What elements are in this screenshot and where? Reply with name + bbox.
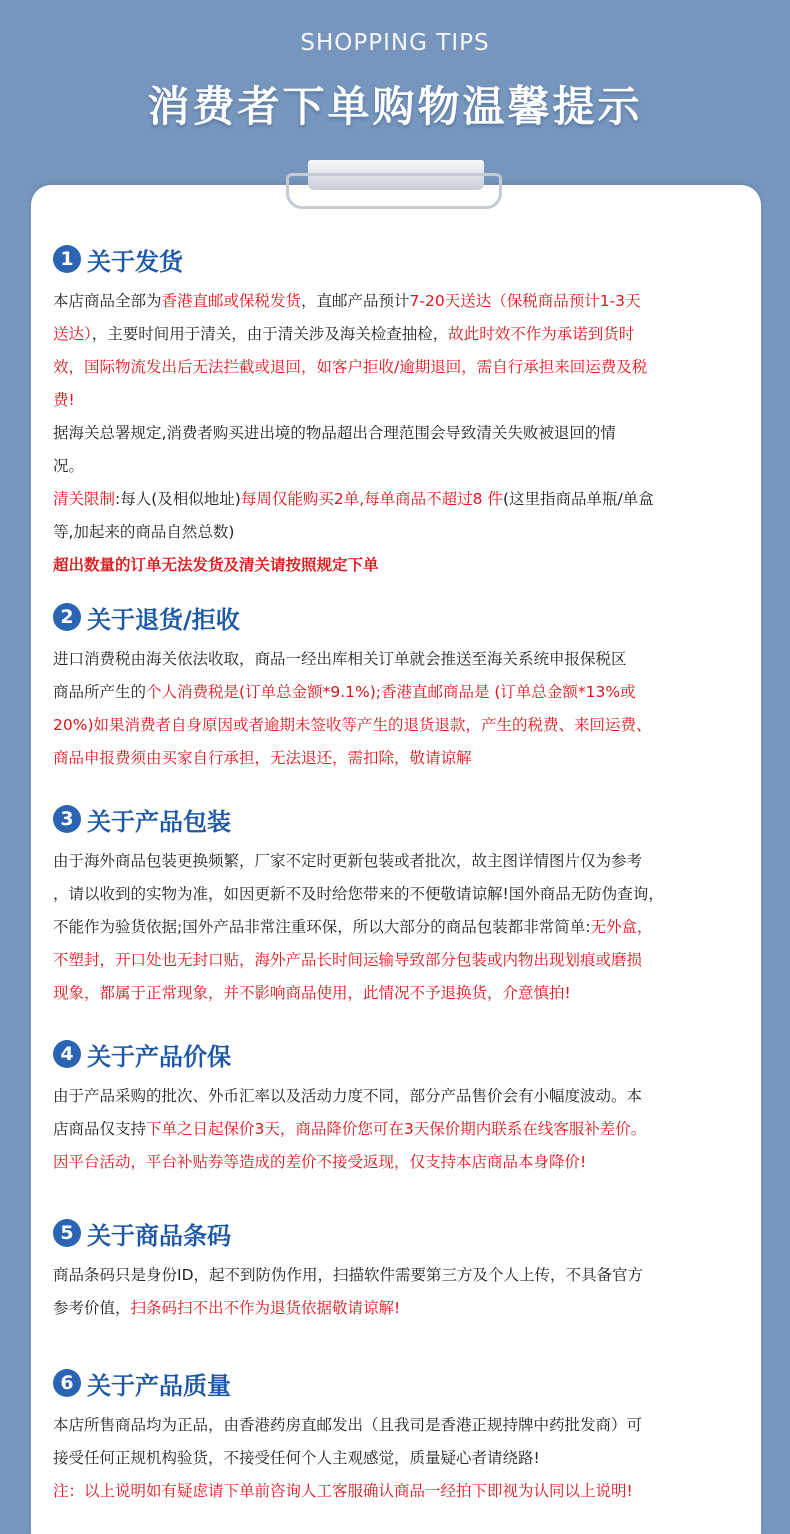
text-line	[53, 417, 759, 450]
text-line	[53, 549, 759, 582]
section-header	[53, 1367, 759, 1399]
section-number-badge: 4	[53, 1040, 81, 1068]
body-text: 本店所售商品均为正品，由香港药房直邮发出（且我司是香港正规持牌中药批发商）可	[53, 1416, 643, 1434]
section-body	[53, 1409, 759, 1508]
body-text: 由于海外商品包装更换频繁，厂家不定时更新包装或者批次，故主图详情图片仅为参考	[53, 852, 643, 870]
body-text: 商品所产生的	[53, 683, 147, 701]
section-body	[53, 285, 759, 582]
highlight-text: 清关限制	[53, 490, 116, 508]
section-number-badge: 3	[53, 805, 81, 833]
highlight-text: 商品申报费须由买家自行承担，无法退还，需扣除，敬请谅解	[53, 749, 472, 767]
body-text: ，直邮产品预计	[301, 292, 410, 310]
shopping-tips-subtitle: SHOPPING TIPS	[300, 30, 490, 56]
text-line	[53, 1475, 759, 1508]
section-number-badge: 2	[53, 603, 81, 631]
body-text: 本店商品全部为	[53, 292, 162, 310]
text-line	[53, 318, 759, 351]
text-line	[53, 845, 759, 878]
highlight-text: 现象，都属于正常现象，并不影响商品使用，此情况不予退换货，介意慎拍!	[53, 984, 571, 1002]
text-line	[53, 1409, 759, 1442]
body-text: ，请以收到的实物为准，如因更新不及时给您带来的不便敬请谅解!国外商品无防伪查询，	[53, 885, 664, 903]
section-6	[53, 1367, 759, 1508]
highlight-text: 效，国际物流发出后无法拦截或退回，如客户拒收/逾期退回，需自行承担来回运费及税	[53, 358, 648, 376]
section-body	[53, 1259, 759, 1325]
section-title: 关于产品包装	[87, 807, 231, 836]
body-text: 商品条码只是身份ID，起不到防伪作用，扫描软件需要第三方及个人上传，不具备官方	[53, 1266, 644, 1284]
highlight-text: 超出数量的订单无法发货及清关请按照规定下单	[53, 556, 379, 574]
body-text: 由于产品采购的批次、外币汇率以及活动力度不同，部分产品售价会有小幅度波动。本	[53, 1087, 643, 1105]
section-1	[53, 243, 759, 582]
highlight-text: 不塑封，开口处也无封口贴，海外产品长时间运输导致部分包装或内物出现划痕或磨损	[53, 951, 643, 969]
text-line	[53, 742, 759, 775]
text-line	[53, 878, 759, 911]
body-text: :每人(及相似地址)	[115, 490, 241, 508]
highlight-text: 扫条码扫不出不作为退货依据敬请谅解!	[130, 1299, 401, 1317]
text-line	[53, 384, 759, 417]
section-title: 关于商品条码	[87, 1221, 231, 1250]
section-title: 关于发货	[87, 247, 183, 276]
text-line	[53, 1113, 759, 1146]
highlight-text: 香港直邮或保税发货	[161, 292, 302, 310]
body-text: (这里指商品单瓶/单盒	[502, 490, 654, 508]
section-header	[53, 243, 759, 275]
section-header	[53, 601, 759, 633]
section-3	[53, 803, 759, 1010]
highlight-text: 下单之日起保价3天，商品降价您可在3天保价期内联系在线客服补差价。	[146, 1120, 647, 1138]
highlight-text: 因平台活动，平台补贴券等造成的差价不接受返现，仅支持本店商品本身降价!	[53, 1153, 587, 1171]
section-title: 关于退货/拒收	[87, 605, 240, 634]
text-line	[53, 450, 759, 483]
text-line	[53, 977, 759, 1010]
section-header	[53, 1217, 759, 1249]
section-header	[53, 803, 759, 835]
body-text: 进口消费税由海关依法收取，商品一经出库相关订单就会推送至海关系统申报保税区	[53, 650, 627, 668]
body-text: 接受任何正规机构验货，不接受任何个人主观感觉，质量疑心者请绕路!	[53, 1449, 540, 1467]
text-line	[53, 944, 759, 977]
section-number-badge: 5	[53, 1219, 81, 1247]
text-line	[53, 1080, 759, 1113]
highlight-text: 个人消费税是(订单总金额*9.1%);香港直邮商品是 (订单总金额*13%或	[146, 683, 636, 701]
text-line	[53, 483, 759, 516]
body-text: 况。	[53, 457, 85, 475]
body-text: 据海关总署规定,消费者购买进出境的物品超出合理范围会导致清关失败被退回的情	[53, 424, 616, 442]
body-text: ，主要时间用于清关，由于清关涉及海关检查抽检，	[91, 325, 449, 343]
section-body	[53, 643, 759, 775]
section-4	[53, 1038, 759, 1179]
text-line	[53, 1146, 759, 1179]
text-line	[53, 709, 759, 742]
section-2	[53, 601, 759, 775]
highlight-text: 20%)如果消费者自身原因或者逾期未签收等产生的退货退款，产生的税费、来回运费、	[53, 716, 652, 734]
text-line	[53, 351, 759, 384]
highlight-text: 送达）	[53, 325, 92, 343]
highlight-text: 故此时效不作为承诺到货时	[448, 325, 635, 343]
text-line	[53, 676, 759, 709]
page-title: 消费者下单购物温馨提示	[147, 82, 643, 131]
section-header	[53, 1038, 759, 1070]
text-line	[53, 285, 759, 318]
body-text: 店商品仅支持	[53, 1120, 147, 1138]
highlight-text: 每周仅能购买2单,每单商品不超过8 件	[240, 490, 503, 508]
text-line	[53, 1259, 759, 1292]
section-number-badge: 6	[53, 1369, 81, 1397]
section-title: 关于产品价保	[87, 1042, 231, 1071]
text-line	[53, 911, 759, 944]
text-line	[53, 1292, 759, 1325]
body-text: 等,加起来的商品自然总数)	[53, 523, 235, 541]
highlight-text: 费!	[53, 391, 75, 409]
section-number-badge: 1	[53, 245, 81, 273]
section-body	[53, 1080, 759, 1179]
body-text: 不能作为验货依据;国外产品非常注重环保，所以大部分的商品包装都非常简单:	[53, 918, 591, 936]
section-5	[53, 1217, 759, 1325]
highlight-text: 7-20天送达（保税商品预计1-3天	[409, 292, 641, 310]
clipboard-wire	[286, 173, 502, 209]
section-title: 关于产品质量	[87, 1371, 231, 1400]
text-line	[53, 643, 759, 676]
body-text: 参考价值，	[53, 1299, 131, 1317]
highlight-text: 注：以上说明如有疑虑请下单前咨询人工客服确认商品一经拍下即视为认同以上说明!	[53, 1482, 633, 1500]
text-line	[53, 516, 759, 549]
section-body	[53, 845, 759, 1010]
text-line	[53, 1442, 759, 1475]
highlight-text: 无外盒，	[590, 918, 653, 936]
